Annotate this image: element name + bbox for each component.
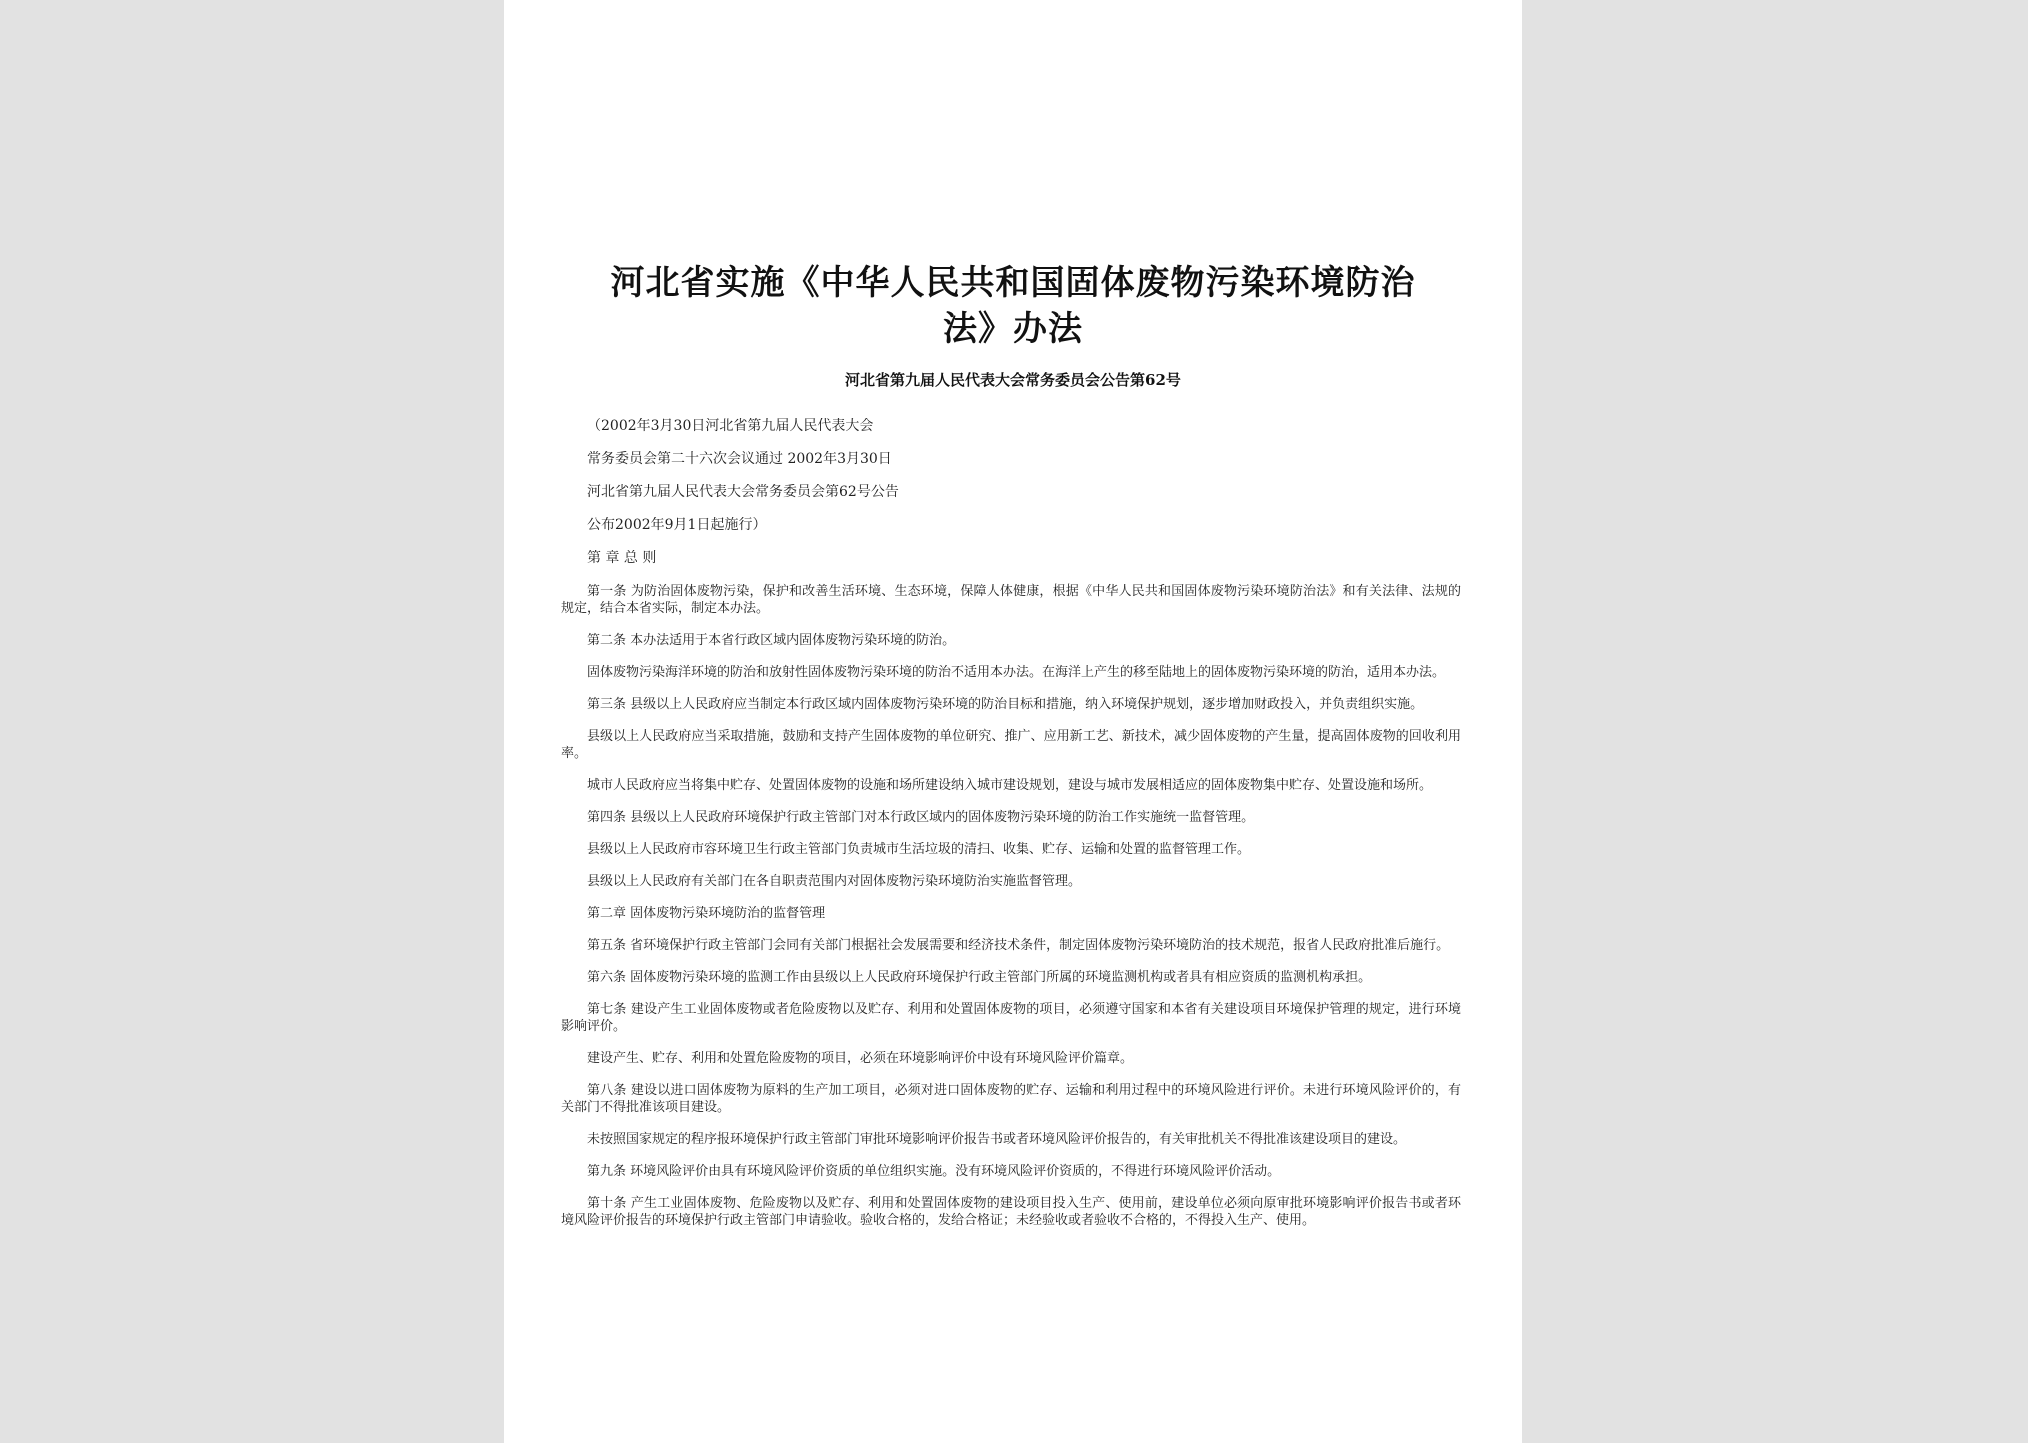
article-paragraph: 建设产生、贮存、利用和处置危险废物的项目，必须在环境影响评价中设有环境风险评价篇章。 xyxy=(587,1051,1134,1066)
article-paragraph: 城市人民政府应当将集中贮存、处置固体废物的设施和场所建设纳入城市建设规划，建设与城市发展相适应的固体废物集中贮存、处置设施和场所。 xyxy=(587,778,1433,793)
note-line: 河北省第九届人民代表大会常务委员会第62号公告 xyxy=(587,484,899,500)
document-page xyxy=(504,0,1522,1443)
article-paragraph: 第四条 县级以上人民政府环境保护行政主管部门对本行政区域内的固体废物污染环境的防治工作实施统一监督管理。 xyxy=(587,810,1255,825)
note-line: （2002年3月30日河北省第九届人民代表大会 xyxy=(587,418,874,434)
article-paragraph: 第五条 省环境保护行政主管部门会同有关部门根据社会发展需要和经济技术条件，制定固体废物污染环境防治的技术规范，报省人民政府批准后施行。 xyxy=(587,938,1450,953)
document-body xyxy=(561,418,1461,1244)
article-paragraph: 县级以上人民政府应当采取措施，鼓励和支持产生固体废物的单位研究、推广、应用新工艺、新技术，减少固体废物的产生量，提高固体废物的回收利用率。 xyxy=(561,729,1461,761)
chapter-heading: 第二章 固体废物污染环境防治的监督管理 xyxy=(587,906,826,921)
article-paragraph: 第七条 建设产生工业固体废物或者危险废物以及贮存、利用和处置固体废物的项目，必须遵守国家和本省有关建设项目环境保护管理的规定，进行环境影响评价。 xyxy=(561,1002,1461,1034)
article-paragraph: 第九条 环境风险评价由具有环境风险评价资质的单位组织实施。没有环境风险评价资质的，不得进行环境风险评价活动。 xyxy=(587,1164,1281,1179)
title-line-1: 河北省实施《中华人民共和国固体废物污染环境防治 xyxy=(610,263,1416,303)
article-paragraph: 县级以上人民政府有关部门在各自职责范围内对固体废物污染环境防治实施监督管理。 xyxy=(587,874,1082,889)
article-paragraph: 第十条 产生工业固体废物、危险废物以及贮存、利用和处置固体废物的建设项目投入生产、使用前，建设单位必须向原审批环境影响评价报告书或者环境风险评价报告的环境保护行政主管部门申请验收。验收合格的，发给合格证；未经验收或者验收不合格的，不得投入生产、使用。 xyxy=(561,1196,1461,1228)
article-paragraph: 第一条 为防治固体废物污染，保护和改善生活环境、生态环境，保障人体健康，根据《中华人民共和国固体废物污染环境防治法》和有关法律、法规的规定，结合本省实际，制定本办法。 xyxy=(561,584,1461,616)
article-paragraph: 第二条 本办法适用于本省行政区域内固体废物污染环境的防治。 xyxy=(587,633,956,648)
article-paragraph: 未按照国家规定的程序报环境保护行政主管部门审批环境影响评价报告书或者环境风险评价报告的，有关审批机关不得批准该建设项目的建设。 xyxy=(587,1132,1407,1147)
title-line-2: 法》办法 xyxy=(943,309,1083,349)
note-line: 常务委员会第二十六次会议通过 2002年3月30日 xyxy=(587,451,892,467)
note-line: 公布2002年9月1日起施行） xyxy=(587,517,767,533)
article-paragraph: 县级以上人民政府市容环境卫生行政主管部门负责城市生活垃圾的清扫、收集、贮存、运输和处置的监督管理工作。 xyxy=(587,842,1251,857)
article-paragraph: 第六条 固体废物污染环境的监测工作由县级以上人民政府环境保护行政主管部门所属的环境监测机构或者具有相应资质的监测机构承担。 xyxy=(587,970,1372,985)
article-paragraph: 第三条 县级以上人民政府应当制定本行政区域内固体废物污染环境的防治目标和措施，纳入环境保护规划，逐步增加财政投入，并负责组织实施。 xyxy=(587,697,1424,712)
document-subtitle: 河北省第九届人民代表大会常务委员会公告第62号 xyxy=(845,371,1181,389)
article-paragraph: 第八条 建设以进口固体废物为原料的生产加工项目，必须对进口固体废物的贮存、运输和利用过程中的环境风险进行评价。未进行环境风险评价的，有关部门不得批准该项目建设。 xyxy=(561,1083,1461,1115)
chapter-heading: 第 章 总 则 xyxy=(587,550,657,566)
document-title xyxy=(544,260,1482,352)
article-paragraph: 固体废物污染海洋环境的防治和放射性固体废物污染环境的防治不适用本办法。在海洋上产生的移至陆地上的固体废物污染环境的防治，适用本办法。 xyxy=(587,665,1446,680)
